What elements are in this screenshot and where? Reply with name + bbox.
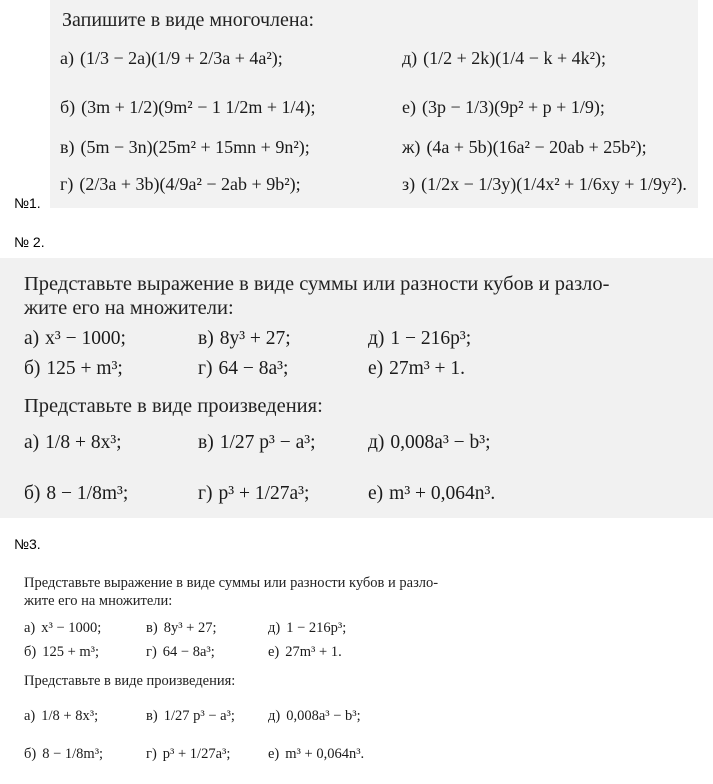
exercise-2-product-item-b	[24, 481, 128, 507]
item-expression: x³ − 1000;	[41, 620, 102, 636]
exercise-3-product-item-a	[24, 706, 98, 726]
item-expression: (1/3 − 2a)(1/9 + 2/3a + 4a²);	[79, 48, 283, 68]
item-label: в)	[198, 432, 214, 453]
item-label: а)	[24, 620, 36, 636]
item-expression: 1/8 + 8x³;	[41, 708, 99, 724]
exercise-1-heading: Запишите в виде многочлена:	[62, 9, 315, 31]
item-expression: m³ + 0,064n³.	[389, 483, 496, 504]
item-label: в)	[146, 708, 158, 724]
exercise-2-item-e	[368, 356, 465, 382]
item-label: б)	[60, 97, 76, 117]
item-expression: p³ + 1/27a³;	[162, 746, 231, 762]
exercise-3-item-b	[24, 642, 99, 662]
item-label: а)	[60, 48, 74, 68]
item-label: д)	[402, 48, 418, 68]
item-label: е)	[368, 358, 384, 379]
item-expression: 1/8 + 8x³;	[45, 432, 122, 453]
item-expression: p³ + 1/27a³;	[218, 483, 310, 504]
item-expression: 8y³ + 27;	[163, 620, 217, 636]
item-label: е)	[402, 97, 416, 117]
item-expression: 8 − 1/8m³;	[46, 483, 129, 504]
exercise-2-item-d	[368, 326, 471, 352]
item-label: г)	[146, 746, 157, 762]
item-label: е)	[268, 644, 280, 660]
item-expression: 0,008a³ − b³;	[286, 708, 361, 724]
exercise-2-item-v	[198, 326, 291, 352]
item-label: з)	[402, 174, 416, 194]
item-label: а)	[24, 432, 40, 453]
exercise-1-item-z	[402, 172, 687, 196]
exercise-1-item-b	[60, 95, 316, 119]
exercise-3-product-item-g	[146, 744, 230, 764]
exercise-3-heading-line-2: жите его на множители:	[24, 593, 173, 609]
item-expression: 1/27 p³ − a³;	[219, 432, 316, 453]
exercise-3-product-item-e	[268, 744, 364, 764]
exercise-3-item-e	[268, 642, 342, 662]
item-expression: 1 − 216p³;	[286, 620, 347, 636]
exercise-2-product-item-d	[368, 430, 491, 456]
exercise-3-heading-2: Представьте в виде произведения:	[24, 673, 236, 689]
exercise-2-product-item-e	[368, 481, 495, 507]
item-label: в)	[198, 328, 214, 349]
item-label: д)	[268, 708, 281, 724]
item-expression: 27m³ + 1.	[285, 644, 342, 660]
exercise-2-product-item-v	[198, 430, 316, 456]
item-expression: 1/27 p³ − a³;	[163, 708, 235, 724]
item-label: в)	[60, 137, 75, 157]
exercise-number-2: № 2.	[14, 234, 45, 250]
item-expression: 1 − 216p³;	[390, 328, 472, 349]
exercise-1-scan	[50, 0, 698, 208]
exercise-2-item-b	[24, 356, 123, 382]
item-label: г)	[198, 358, 213, 379]
item-label: е)	[268, 746, 280, 762]
item-label: ж)	[402, 137, 421, 157]
item-expression: (5m − 3n)(25m² + 15mn + 9n²);	[80, 137, 310, 157]
exercise-3-item-g	[146, 642, 215, 662]
exercise-2-product-item-g	[198, 481, 309, 507]
exercise-1-item-g	[60, 172, 301, 196]
item-label: в)	[146, 620, 158, 636]
exercise-number-1: №1.	[14, 195, 41, 211]
item-expression: 125 + m³;	[46, 358, 123, 379]
item-expression: 0,008a³ − b³;	[390, 432, 491, 453]
exercise-2-heading-line-1: Представьте выражение в виде суммы или разности кубов и разло-	[24, 273, 610, 295]
item-label: д)	[368, 432, 385, 453]
item-expression: (2/3a + 3b)(4/9a² − 2ab + 9b²);	[79, 174, 301, 194]
item-expression: 64 − 8a³;	[162, 644, 215, 660]
item-label: б)	[24, 644, 37, 660]
exercise-2-item-a	[24, 326, 126, 352]
exercise-3-product-item-v	[146, 706, 235, 726]
item-label: е)	[368, 483, 384, 504]
exercise-number-3: №3.	[14, 536, 41, 552]
exercise-2-product-item-a	[24, 430, 122, 456]
exercise-3-item-d	[268, 618, 346, 638]
exercise-2-scan	[0, 258, 713, 518]
item-expression: x³ − 1000;	[45, 328, 126, 349]
exercise-3-heading-line-1: Представьте выражение в виде суммы или разности кубов и разло-	[24, 575, 439, 591]
exercise-3-item-v	[146, 618, 217, 638]
exercise-1-item-d	[402, 46, 606, 70]
exercise-3-scan	[0, 560, 713, 784]
exercise-3-product-item-d	[268, 706, 361, 726]
item-expression: 64 − 8a³;	[218, 358, 289, 379]
item-expression: 27m³ + 1.	[389, 358, 466, 379]
item-label: г)	[198, 483, 213, 504]
exercise-3-product-item-b	[24, 744, 103, 764]
exercise-3-item-a	[24, 618, 101, 638]
exercise-2-heading-line-2: жите его на множители:	[24, 297, 234, 319]
item-label: д)	[268, 620, 281, 636]
item-expression: 8 − 1/8m³;	[42, 746, 104, 762]
exercise-1-item-a	[60, 46, 283, 70]
item-expression: (1/2x − 1/3y)(1/4x² + 1/6xy + 1/9y²).	[421, 174, 687, 194]
exercise-1-item-e	[402, 95, 605, 119]
item-expression: (3m + 1/2)(9m² − 1 1/2m + 1/4);	[81, 97, 316, 117]
item-expression: (3p − 1/3)(9p² + p + 1/9);	[421, 97, 605, 117]
item-label: а)	[24, 708, 36, 724]
item-expression: m³ + 0,064n³.	[285, 746, 365, 762]
item-label: б)	[24, 746, 37, 762]
item-label: г)	[146, 644, 157, 660]
item-expression: (1/2 + 2k)(1/4 − k + 4k²);	[423, 48, 606, 68]
item-label: б)	[24, 358, 41, 379]
item-expression: 125 + m³;	[42, 644, 100, 660]
item-label: б)	[24, 483, 41, 504]
item-label: г)	[60, 174, 74, 194]
exercise-2-item-g	[198, 356, 288, 382]
exercise-2-heading-2: Представьте в виде произведения:	[24, 395, 323, 417]
exercise-1-item-v	[60, 135, 310, 159]
item-expression: (4a + 5b)(16a² − 20ab + 25b²);	[426, 137, 647, 157]
item-expression: 8y³ + 27;	[219, 328, 291, 349]
item-label: а)	[24, 328, 40, 349]
item-label: д)	[368, 328, 385, 349]
exercise-1-item-zh	[402, 135, 647, 159]
